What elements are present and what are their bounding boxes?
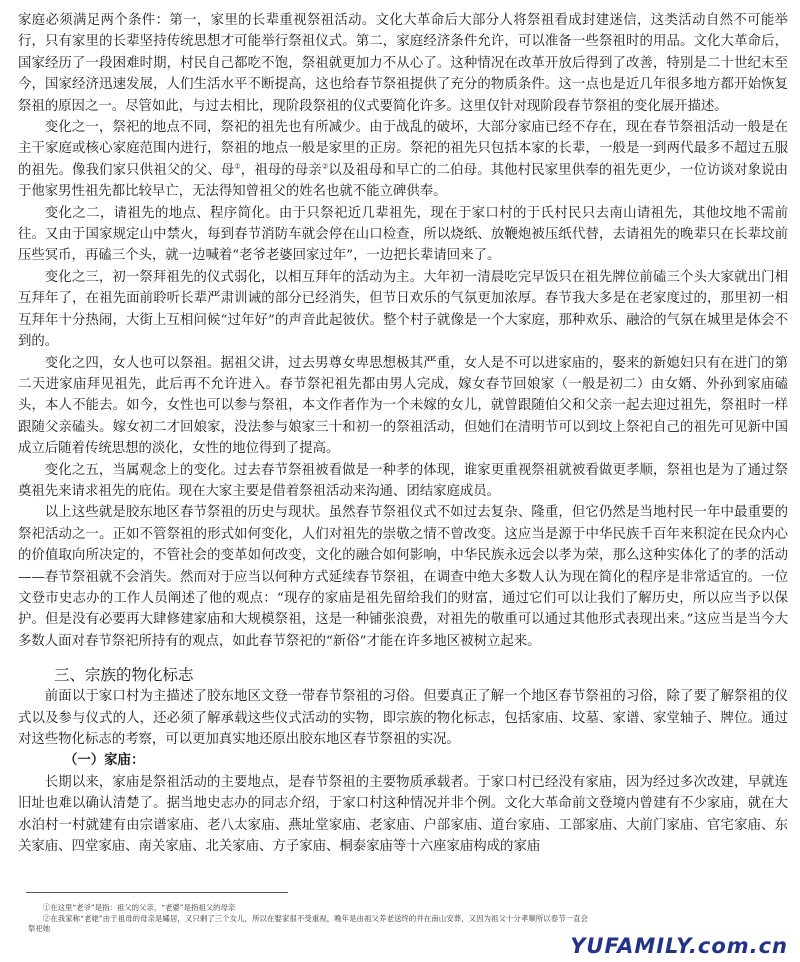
paragraph-change-3: 变化之三，初一祭拜祖先的仪式弱化，以相互拜年的活动为主。大年初一清晨吃完早饭只在祖先牌位前磕三个头大家就出门相互拜年了，在祖先面前聆听长辈严肃训诫的部分已经消失，但节日欢乐的气氛更加浓厚。春节我大多是在老家度过的，那里初一相互拜年十分热闹，大街上互相问候“过年好”的声音此起彼伏。整个村子就像是一个大家庭，那种欢乐、融洽的气氛在城里是体会不到的。 <box>18 269 788 350</box>
paragraph-change-1 <box>18 117 788 203</box>
paragraph-change-1-text: 变化之一，祭祀的地点不同，祭祀的祖先也有所减少。由于战乱的破坏，大部分家庙已经不存在，现在春节祭祖活动一般是在主干家庭或核心家庭范围内进行，祭祖的地点一般是家里的正房。祭祀的祖先只包括本家的长辈，一般是一到两代最多不超过五服的祖先。像我们家只供祖父的父、母 <box>18 120 788 178</box>
paragraph-family-temple: 长期以来，家庙是祭祖活动的主要地点，是春节祭祖的主要物质承载者。于家口村已经没有家庙，因为经过多次改建，早就连旧址也难以确认清楚了。据当地史志办的同志介绍，于家口村这种情况并非个例。文化大革命前文登境内曾建有不少家庙，就在大水泊村一村就建有由宗谱家庙、老八太家庙、燕址堂家庙、老家庙、户部家庙、道台家庙、工部家庙、大前门家庙、官宅家庙、东关家庙、四堂家庙、南关家庙、北关家庙、方子家庙、桐泰家庙等十六座家庙构成的家庙 <box>18 774 788 855</box>
paragraph-change-1-tail: 以及祖母和早亡的二伯母。其他村民家里供奉的祖先更少，一位访谈对象说由于他家男性祖先都比较早亡，无法得知曾祖父的姓名也就不能立碑供奉。 <box>18 162 789 200</box>
footnote-2: ②在我家称“老姥”由于祖母的母亲是孀居，又只剩了三个女儿，所以在娶家很不受重视，晚年是由祖父养老送终的并在南山安葬，又因为祖父十分孝顺所以春节一直会祭祀她 <box>28 913 588 933</box>
footnote-divider <box>26 892 288 893</box>
paragraph-section-intro: 前面以于家口村为主描述了胶东地区文登一带春节祭祖的习俗。但要真正了解一个地区春节祭祖的习俗，除了要了解祭祖的仪式以及参与仪式的人，还必须了解承载这些仪式活动的实物，即宗族的物化标志，包括家庙、坟墓、家谱、家堂轴子、牌位。通过对这些物化标志的考察，可以更加真实地还原出胶东地区春节祭祖的实况。 <box>18 689 788 747</box>
section-heading: 三、宗族的物化标志 <box>54 666 194 685</box>
paragraph-change-5: 变化之五，当属观念上的变化。过去春节祭祖被看做是一种孝的体现，谁家更重视祭祖就被看做更孝顺，祭祖也是为了通过祭奠祖先来请求祖先的庇佑。现在大家主要是借着祭祖活动来沟通、团结家庭成员。 <box>18 462 788 499</box>
footnote-ref-1[interactable]: ① <box>234 162 241 171</box>
paragraph-change-4: 变化之四，女人也可以祭祖。据祖父讲，过去男尊女卑思想极其严重，女人是不可以进家庙的，娶来的新媳妇只有在进门的第二天进家庙拜见祖先，此后再不允许进入。春节祭祀祖先都由男人完成，嫁女春节回娘家（一般是初二）由女婿、外孙到家庙磕头，本人不能去。如今，女性也可以参与祭祖，本文作者作为一个未嫁的女儿，就曾跟随伯父和父亲一起去迎过祖先，祭祖时一样跟随父亲磕头。嫁女初二才回娘家，没法参与娘家三十和初一的祭祖活动，但她们在清明节可以到坟上祭祀自己的祖先可见新中国成立后随着传统思想的淡化，女性的地位得到了提高。 <box>18 355 788 457</box>
site-watermark: YUFAMILY.com.cn <box>570 934 788 958</box>
paragraph-change-1-mid: ，祖母的母亲 <box>240 162 322 178</box>
footnote-1: ①在这里“老爷”是指：祖父的父亲，“老婆”是指祖父的母亲 <box>42 903 236 912</box>
footnote-ref-2[interactable]: ② <box>321 162 329 171</box>
paragraph-summary: 以上这些就是胶东地区春节祭祖的历史与现状。虽然春节祭祖仪式不如过去复杂、隆重，但它仍然是当地村民一年中最重要的祭祀活动之一。正如不管祭祖的形式如何变化，人们对祖先的崇敬之情不曾改变。这应当是源于中华民族千百年来积淀在民众内心的价值取向所决定的，不管社会的变革如何改变，文化的融合如何影响，中华民族永远会以孝为荣，那么这种实体化了的孝的活动——春节祭祖就不会消失。然而对于应当以何种方式延续春节祭祖，在调查中绝大多数人认为现在简化的程序是非常适宜的。一位文登市史志办的工作人员阐述了他的观点：“现存的家庙是祖先留给我们的财富，通过它们可以让我们了解历史，所以应当予以保护。但是没有必要再大肆修建家庙和大规模祭祖，这是一种铺张浪费，对祖先的敬重可以通过其他形式表现出来。”这应当是当今大多数人面对春节祭祀所持有的观点，如此春节祭祀的“新俗”才能在许多地区被树立起来。 <box>18 505 788 649</box>
footnotes <box>28 903 588 935</box>
subsection-heading: （一）家庙： <box>64 752 145 769</box>
body-text <box>18 10 788 857</box>
paragraph-conditions: 家庭必须满足两个条件：第一，家里的长辈重视祭祖活动。文化大革命后大部分人将祭祖看成封建迷信，这类活动自然不可能举行，只有家里的长辈坚持传统思想才可能举行祭祖仪式。第二，家庭经济条件允许，可以准备一些祭祖时的用品。文化大革命后，国家经历了一段困难时期，村民自己都吃不饱，祭祖就更加力不从心了。这种情况在改革开放后得到了改善，特别是二十世纪末至今，国家经济迅速发展，人们生活水平不断提高，这也给春节祭祖提供了充分的物质条件。这一点也是近几年很多地方都开始恢复祭祖的原因之一。尽管如此，与过去相比，现阶段祭祖的仪式要简化许多。这里仅针对现阶段春节祭祖的变化展开描述。 <box>18 13 788 114</box>
paragraph-change-2: 变化之二，请祖先的地点、程序简化。由于只祭祀近几辈祖先，现在于家口村的于氏村民只去南山请祖先，其他坟地不需前往。又由于国家规定山中禁火，每到春节消防车就会停在山口检查，所以烧纸、放鞭炮被压纸代替，去请祖先的晚辈只在长辈坟前压些冥币，再磕三个头，就一边喊着“老爷老婆回家过年”，一边把长辈请回来了。 <box>18 205 788 264</box>
